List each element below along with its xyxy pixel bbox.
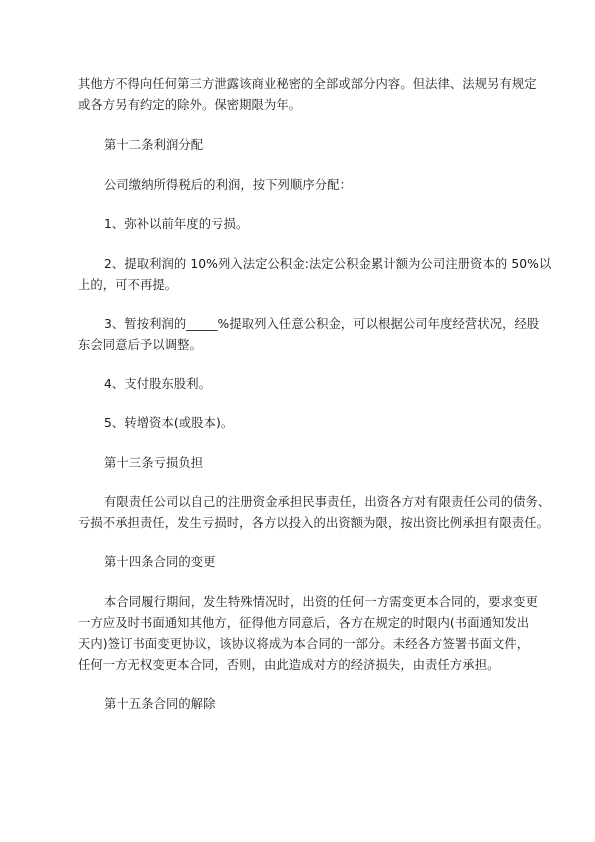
list-item-1: [78, 214, 528, 235]
text-line: 东会同意后予以调整。: [78, 338, 202, 352]
text-line: 一方应及时书面通知其他方，征得他方同意后，各方在规定的时限内(书面通知发出: [78, 616, 530, 630]
paragraph-profit-distribution: [78, 175, 528, 196]
text-line: 本合同履行期间，发生特殊情况时，出资的任何一方需变更本合同的，要求变更: [104, 595, 538, 609]
text-line: 亏损不承担责任，发生亏损时，各方以投入的出资额为限，按出资比例承担有限责任。: [78, 516, 550, 530]
heading-article-13: [78, 453, 528, 474]
list-item-5: [78, 413, 528, 434]
text-line: 任何一方无权变更本合同，否则，由此造成对方的经济损失，由责任方承担。: [78, 658, 500, 672]
heading-article-15: [78, 694, 528, 715]
list-item-3: [78, 314, 540, 356]
article-heading: 第十五条合同的解除: [104, 697, 216, 711]
list-item-4: [78, 374, 528, 395]
heading-article-12: [78, 135, 528, 156]
text-line: 1、弥补以前年度的亏损。: [104, 217, 249, 231]
list-item-2: [78, 254, 552, 296]
text-line: 或各方另有约定的除外。保密期限为年。: [78, 98, 302, 112]
text-line: 2、提取利润的 10%列入法定公积金:法定公积金累计额为公司注册资本的 50%以: [104, 257, 552, 271]
text-line: 天内)签订书面变更协议，该协议将成为本合同的一部分。未经各方签署书面文件，: [78, 637, 530, 651]
paragraph-confidentiality: [78, 74, 537, 116]
article-heading: 第十四条合同的变更: [104, 555, 216, 569]
article-heading: 第十三条亏损负担: [104, 456, 204, 470]
paragraph-contract-change: [78, 592, 538, 676]
text-line: 3、暂按利润的_____%提取列入任意公积金，可以根据公司年度经营状况，经股: [104, 317, 540, 331]
text-line: 其他方不得向任何第三方泄露该商业秘密的全部或部分内容。但法律、法规另有规定: [78, 77, 537, 91]
text-line: 5、转增资本(或股本)。: [104, 416, 234, 430]
text-line: 上的，可不再提。: [78, 278, 178, 292]
paragraph-loss-bearing: [78, 492, 551, 534]
text-line: 公司缴纳所得税后的利润，按下列顺序分配：: [104, 178, 352, 192]
text-line: 4、支付股东股利。: [104, 377, 212, 391]
text-line: 有限责任公司以自己的注册资金承担民事责任，出资各方对有限责任公司的债务、: [104, 495, 551, 509]
article-heading: 第十二条利润分配: [104, 138, 204, 152]
heading-article-14: [78, 552, 528, 573]
